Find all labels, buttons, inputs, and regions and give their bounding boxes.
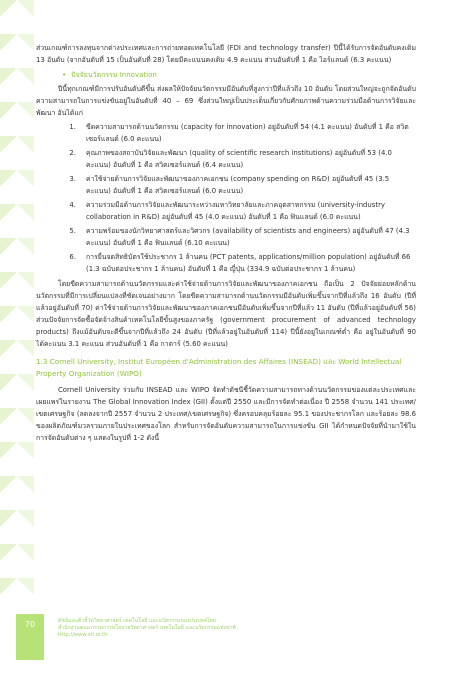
list-item — [36, 173, 416, 197]
innovation-list — [36, 121, 416, 275]
list-number: 3. — [69, 175, 76, 183]
paragraph-innovation: ปีนี้ทุกเกณฑ์มีการปรับอันดับดีขึ้น ส่งผลให้ปัจจัยนวัตกรรมมีอันดับที่สูงกว่าปีที่แล้วถึง 10 อันดับ โดยส่วนใหญ่จะถูกจัดอันดับความสามารถในการแข่งขันอยู่ในอันดับที่ 40 – 69 ซึ่งส่วนใหญ่เป็นประเด็นเกี่ยวกับศักยภาพด้านความร่วมมือด้านการวิจัยและพัฒนา อันได้แก่ — [36, 85, 416, 117]
footer-text — [58, 618, 236, 639]
list-text: ความร่วมมือด้านการวิจัยและพัฒนาระหว่างมหาวิทยาลัยและภาคอุตสาหกรรม (university-industry collaboration in R&D) อยู่อันดับที่ 45 (4.0 คะแนน) อันดับที่ 1 คือ ฟินแลนด์ (6.0 คะแนน) — [86, 201, 385, 221]
paragraph-gii: Cornell University ร่วมกับ INSEAD และ WIPO จัดทำดัชนีชี้วัดความสามารถทางด้านนวัตกรรมของแต่ละประเทศและเผยแพร่ในรายงาน The Global Innovation Index (GII) ตั้งแต่ปี 2550 และมีการจัดทำต่อเนื่อง ปี 2558 จำนวน 141 ประเทศ/เขตเศรษฐกิจ (ลดลงจากปี 2557 จำนวน 2 ประเทศ/เขตเศรษฐกิจ) ซึ่งครอบคลุมร้อยละ 95.1 ของประชากรโลก และร้อยละ 98.6 ของผลิตภัณฑ์มวลรวมภายในประเทศของโลก สำหรับการจัดอันดับความสามารถในการแข่งขัน GII ได้กำหนดปัจจัยที่นำมาใช้ในการจัดอันดับต่าง ๆ แสดงในรูปที่ 1-2 ดังนี้ — [36, 386, 416, 442]
side-decoration — [0, 0, 34, 600]
section-heading: 1.3 Cornell University, Institut Européen d'Administration des Affaires (INSEAD) และ World Intellectual Property Organization (WIPO) — [36, 357, 402, 378]
list-text: ความพร้อมของนักวิทยาศาสตร์และวิศวกร (availability of scientists and engineers) อยู่อันดับที่ 47 (4.3 คะแนน) อันดับที่ 1 คือ ฟินแลนด์ (6.10 คะแนน) — [86, 227, 410, 247]
subheading-text: ปัจจัยนวัตกรรม Innovation — [71, 71, 157, 79]
footer-url: http://www.sti.or.th — [58, 632, 108, 638]
list-text: การยื่นจดสิทธิบัตรใช้ประชากร 1 ล้านคน (PCT patents, applications/million population) อยู่อันดับที่ 66 (1.3 ฉบับต่อประชากร 1 ล้านคน) อันดับที่ 1 คือ ญี่ปุ่น (334.9 ฉบับต่อประชากร 1 ล้านคน) — [86, 253, 411, 273]
paragraph-summary: โดยขีดความสามารถด้านนวัตกรรมและค่าใช้จ่ายด้านการวิจัยและพัฒนาของภาคเอกชน ถือเป็น 2 ปัจจัยย่อยหลักด้านนวัตกรรมที่มีการเปลี่ยนแปลงที่ชัดเจนอย่างมาก โดยขีดความสามารถด้านนวัตกรรมมีอันดับเพิ่มขึ้นจากปีที่แล้วถึง 16 อันดับ (ปีที่แล้วอยู่อันดับที่ 70) ค่าใช้จ่ายด้านการวิจัยและพัฒนาของภาคเอกชนมีอันดับเพิ่มขึ้นจากปีที่แล้ว 11 อันดับ (ปีที่แล้วอยู่อันดับที่ 56) ส่วนปัจจัยการจัดซื้อจัดจ้างสินค้าเทคโนโลยีขั้นสูงของภาครัฐ (government procurement of advanced technology products) ถึงแม้อันดับจะดีขึ้นจากปีที่แล้วถึง 24 อันดับ (ปีที่แล้วอยู่ในอันดับที่ 114) ปีนี้ยังอยู่ในเกณฑ์ต่ำ คือ อยู่ในอันดับที่ 90 ได้คะแนน 3.1 คะแนน ส่วนอันดับที่ 1 คือ กาตาร์ (5.60 คะแนน) — [36, 280, 416, 348]
list-item — [36, 147, 416, 171]
page-number: 70 — [16, 614, 44, 660]
list-number: 4. — [69, 201, 76, 209]
footer-line-2: สำนักงานคณะกรรมการนโยบายวิทยาศาสตร์ เทคโนโลยี และนวัตกรรมแห่งชาติ — [58, 625, 236, 631]
list-item — [36, 225, 416, 249]
list-number: 6. — [69, 253, 76, 261]
list-text: ขีดความสามารถด้านนวัตกรรม (capacity for innovation) อยู่อันดับที่ 54 (4.1 คะแนน) อันดับที่ 1 คือ สวิตเซอร์แลนด์ (6.0 คะแนน) — [86, 123, 409, 143]
page-content — [36, 42, 416, 446]
list-item — [36, 121, 416, 145]
page-footer — [0, 614, 454, 670]
list-number: 5. — [69, 227, 76, 235]
paragraph-fdi: ส่วนเกณฑ์การลงทุนจากต่างประเทศและการถ่ายทอดเทคโนโลยี (FDI and technology transfer) ปีนี้ได้รับการจัดอันดับคงเดิม 13 อันดับ (จากอันดับที่ 15 เป็นอันดับที่ 28) โดยมีคะแนนคงเดิม 4.9 คะแนน ส่วนอันดับที่ 1 คือ ไอร์แลนด์ (6.3 คะแนน) — [36, 44, 416, 64]
list-text: คุณภาพของสถาบันวิจัยและพัฒนา (quality of scientific research institutions) อยู่อันดับที่ 53 (4.0 คะแนน) อันดับที่ 1 คือ สวิตเซอร์แลนด์ (6.4 คะแนน) — [86, 149, 392, 169]
list-number: 2. — [69, 149, 76, 157]
list-item — [36, 199, 416, 223]
bullet-icon: • — [62, 71, 67, 79]
list-number: 1. — [69, 123, 76, 131]
subheading-innovation — [62, 69, 416, 81]
list-text: ค่าใช้จ่ายด้านการวิจัยและพัฒนาของภาคเอกชน (company spending on R&D) อยู่อันดับที่ 45 (3.5 คะแนน) อันดับที่ 1 คือ สวิตเซอร์แลนด์ (6.0 คะแนน) — [86, 175, 390, 195]
footer-line-1: ดัชนีและตัวชี้วัดวิทยาศาสตร์ เทคโนโลยี และนวัตกรรมของประเทศไทย — [58, 618, 216, 624]
list-item — [36, 251, 416, 275]
